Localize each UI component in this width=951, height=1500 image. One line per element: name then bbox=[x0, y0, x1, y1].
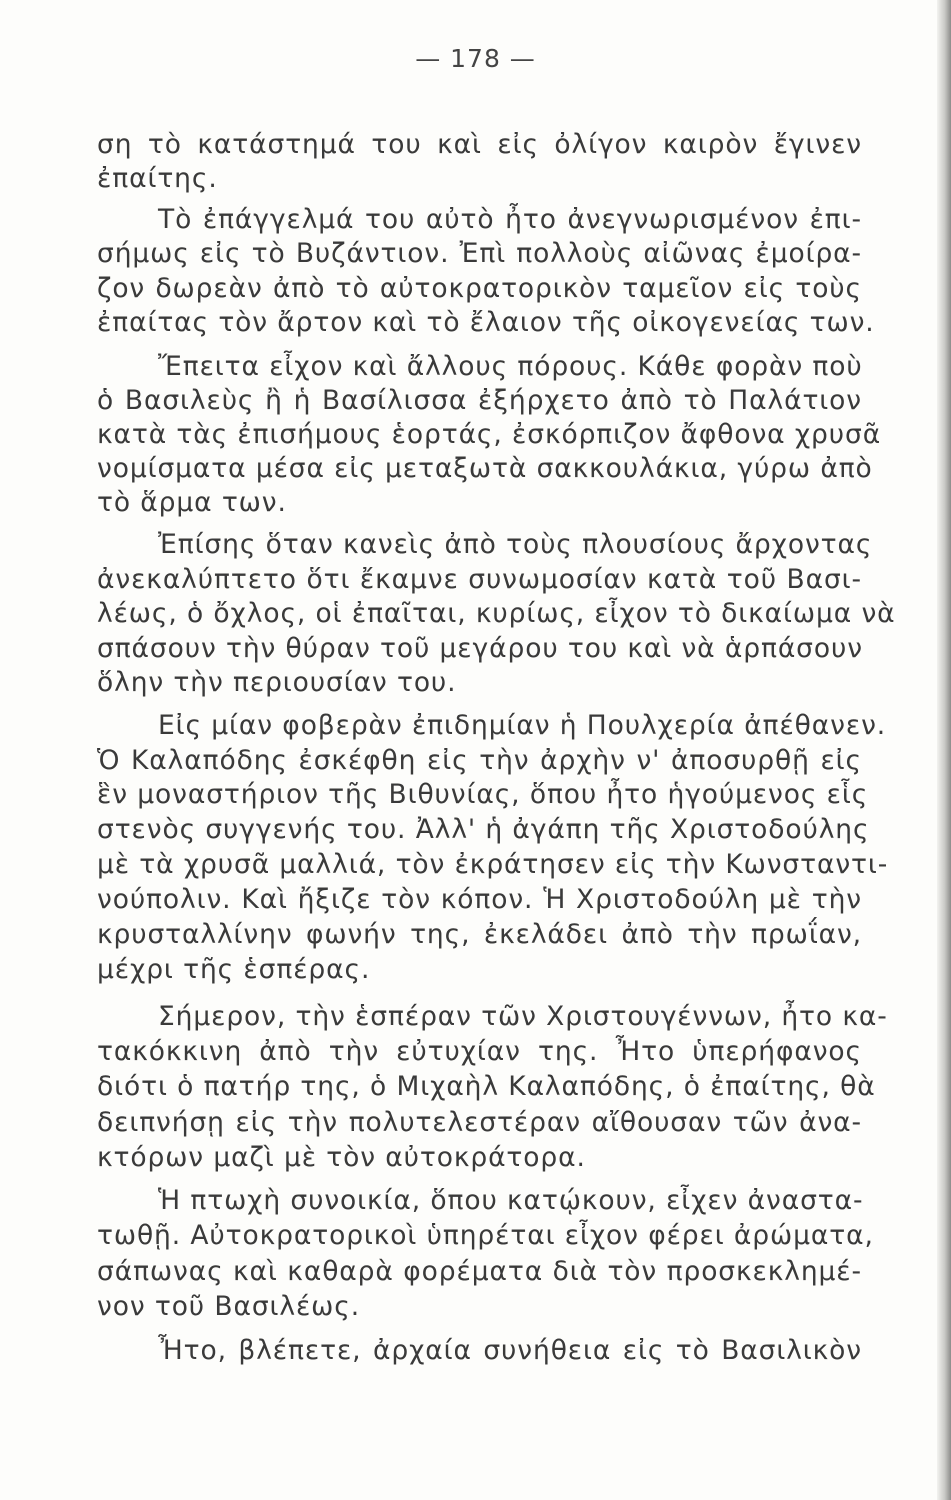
text-line: σάπωνας καὶ καθαρὰ φορέματα διὰ τὸν προσκεκλημέ- bbox=[97, 1256, 862, 1287]
text-line: κρυσταλλίνην φωνήν της, ἐκελάδει ἀπὸ τὴν πρωΐαν, bbox=[97, 919, 862, 950]
text-line: ἐπαίτας τὸν ἄρτον καὶ τὸ ἔλαιον τῆς οἰκογενείας των. bbox=[97, 307, 875, 338]
text-line: ἐπαίτης. bbox=[97, 163, 218, 194]
text-line: νον τοῦ Βασιλέως. bbox=[97, 1291, 361, 1322]
text-line: ἀνεκαλύπτετο ὅτι ἔκαμνε συνωμοσίαν κατὰ τοῦ Βασι- bbox=[97, 564, 862, 595]
text-line: ὁ Βασιλεὺς ἢ ἡ Βασίλισσα ἐξήρχετο ἀπὸ τὸ Παλάτιον bbox=[97, 385, 862, 416]
page-edge-shadow bbox=[937, 0, 951, 1500]
text-line: σπάσουν τὴν θύραν τοῦ μεγάρου του καὶ νὰ ἁρπάσουν bbox=[97, 633, 863, 664]
text-line: τωθῇ. Αὐτοκρατορικοὶ ὑπηρέται εἶχον φέρει ἀρώματα, bbox=[97, 1220, 874, 1251]
text-line: κατὰ τὰς ἐπισήμους ἑορτάς, ἐσκόρπιζον ἄφθονα χρυσᾶ bbox=[97, 419, 882, 450]
page-number: — 178 — bbox=[415, 44, 536, 73]
text-line: νομίσματα μέσα εἰς μεταξωτὰ σακκουλάκια, γύρω ἀπὸ bbox=[97, 453, 873, 484]
text-line: ζον δωρεὰν ἀπὸ τὸ αὐτοκρατορικὸν ταμεῖον εἰς τοὺς bbox=[97, 273, 862, 304]
text-line: μέχρι τῆς ἑσπέρας. bbox=[97, 954, 371, 985]
text-line: μὲ τὰ χρυσᾶ μαλλιά, τὸν ἐκράτησεν εἰς τὴν Κωνσταντι- bbox=[97, 849, 889, 880]
text-line: ἓν μοναστήριον τῆς Βιθυνίας, ὅπου ἦτο ἡγούμενος εἷς bbox=[97, 779, 869, 810]
text-line: δειπνήσῃ εἰς τὴν πολυτελεστέραν αἴθουσαν τῶν ἀνα- bbox=[97, 1107, 862, 1138]
text-line: Σήμερον, τὴν ἑσπέραν τῶν Χριστουγέννων, ἦτο κα- bbox=[158, 1001, 888, 1032]
text-line: Ὁ Καλαπόδης ἐσκέφθη εἰς τὴν ἀρχὴν ν' ἀποσυρθῇ εἰς bbox=[97, 745, 862, 776]
text-line: σήμως εἰς τὸ Βυζάντιον. Ἐπὶ πολλοὺς αἰῶνας ἐμοίρα- bbox=[97, 238, 862, 269]
text-line: Τὸ ἐπάγγελμά του αὐτὸ ἦτο ἀνεγνωρισμένον ἐπι- bbox=[158, 204, 862, 235]
text-line: τακόκκινη ἀπὸ τὴν εὐτυχίαν της. Ἦτο ὑπερήφανος bbox=[97, 1036, 862, 1067]
text-line: κτόρων μαζὶ μὲ τὸν αὐτοκράτορα. bbox=[97, 1142, 586, 1173]
text-line: τὸ ἅρμα των. bbox=[97, 487, 287, 518]
text-line: Ἦτο, βλέπετε, ἀρχαία συνήθεια εἰς τὸ Βασιλικὸν bbox=[158, 1335, 862, 1366]
text-line: λέως, ὁ ὄχλος, οἱ ἐπαῖται, κυρίως, εἶχον τὸ δικαίωμα νὰ bbox=[97, 598, 896, 629]
text-line: Ἔπειτα εἶχον καὶ ἄλλους πόρους. Κάθε φορὰν ποὺ bbox=[158, 351, 863, 382]
text-line: Ἡ πτωχὴ συνοικία, ὅπου κατῴκουν, εἶχεν ἀναστα- bbox=[158, 1185, 864, 1216]
text-line: διότι ὁ πατήρ της, ὁ Μιχαὴλ Καλαπόδης, ὁ ἐπαίτης, θὰ bbox=[97, 1071, 876, 1102]
text-line: Ἐπίσης ὅταν κανεὶς ἀπὸ τοὺς πλουσίους ἄρχοντας bbox=[158, 529, 873, 560]
text-line: στενὸς συγγενής του. Ἀλλ' ἡ ἀγάπη τῆς Χριστοδούλης bbox=[97, 814, 870, 845]
text-line: ση τὸ κατάστημά του καὶ εἰς ὀλίγον καιρὸν ἔγινεν bbox=[97, 129, 862, 160]
text-line: ὅλην τὴν περιουσίαν του. bbox=[97, 667, 457, 698]
text-line: Εἰς μίαν φοβερὰν ἐπιδημίαν ἡ Πουλχερία ἀπέθανεν. bbox=[158, 710, 887, 741]
text-line: νούπολιν. Καὶ ἤξιζε τὸν κόπον. Ἡ Χριστοδούλη μὲ τὴν bbox=[97, 884, 862, 915]
